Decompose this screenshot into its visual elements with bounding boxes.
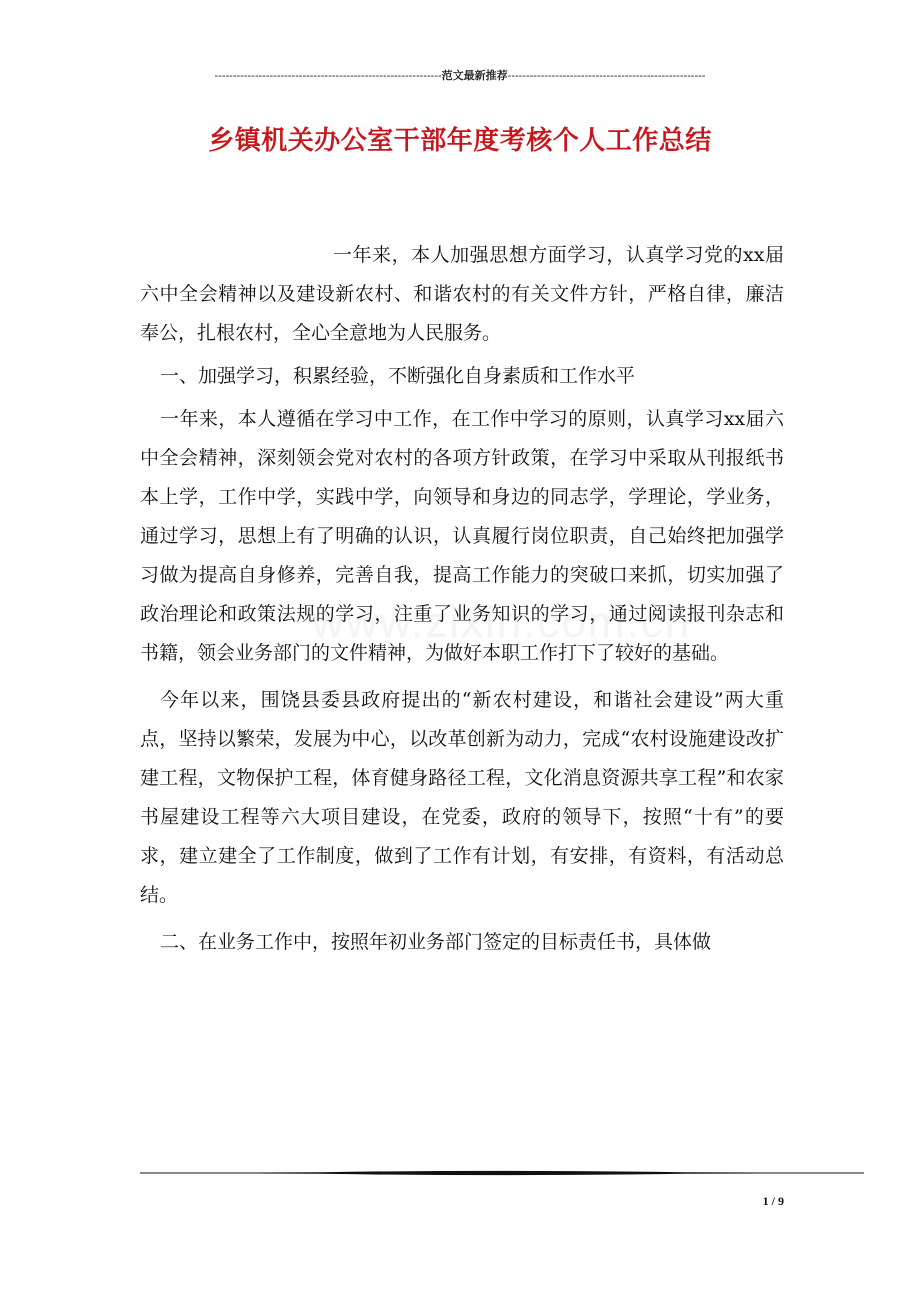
section-heading-1: 一、加强学习，积累经验，不断强化自身素质和工作水平: [160, 365, 636, 387]
document-body: [140, 236, 784, 962]
page-number: 1 / 9: [762, 1194, 784, 1208]
footer-rule: [140, 1166, 864, 1180]
document-title: 乡镇机关办公室干部年度考核个人工作总结: [208, 126, 712, 156]
header-label: 范文最新推荐: [441, 70, 508, 82]
section-heading-2: 二、在业务工作中，按照年初业务部门签定的目标责任书，具体做: [160, 931, 712, 953]
header-dashes-right: ------------------------------------------------------: [507, 70, 706, 82]
paragraph-study: 一年来，本人遵循在学习中工作，在工作中学习的原则，认真学习xx届六中全会精神，深刻领会党对农村的各项方针政策，在学习中采取从刊报纸书本上学，工作中学，实践中学，向领导和身边的同志学，学理论，学业务，通过学习，思想上有了明确的认识，认真履行岗位职责，自己始终把加强学习做为提高自身修养，完善自我，提高工作能力的突破口来抓，切实加强了政治理论和政策法规的学习，注重了业务知识的学习，通过阅读报刊杂志和书籍，领会业务部门的文件精神，为做好本职工作打下了较好的基础。: [140, 408, 784, 664]
paragraph-intro: 一年来，本人加强思想方面学习，认真学习党的xx届六中全会精神以及建设新农村、和谐农村的有关文件方针，严格自律，廉洁奉公，扎根农村，全心全意地为人民服务。: [140, 244, 784, 344]
header-dashes-left: --------------------------------------------------------------: [214, 70, 442, 82]
page-header: [140, 69, 780, 83]
paragraph-projects: 今年以来，围饶县委县政府提出的“新农村建设，和谐社会建设”两大重点，坚持以繁荣，发展为中心，以改革创新为动力，完成“农村设施建设改扩建工程，文物保护工程，体育健身路径工程，文化消息资源共享工程”和农家书屋建设工程等六大项目建设，在党委，政府的领导下，按照“十有”的要求，建立建全了工作制度，做到了工作有计划，有安排，有资料，有活动总结。: [140, 689, 784, 906]
